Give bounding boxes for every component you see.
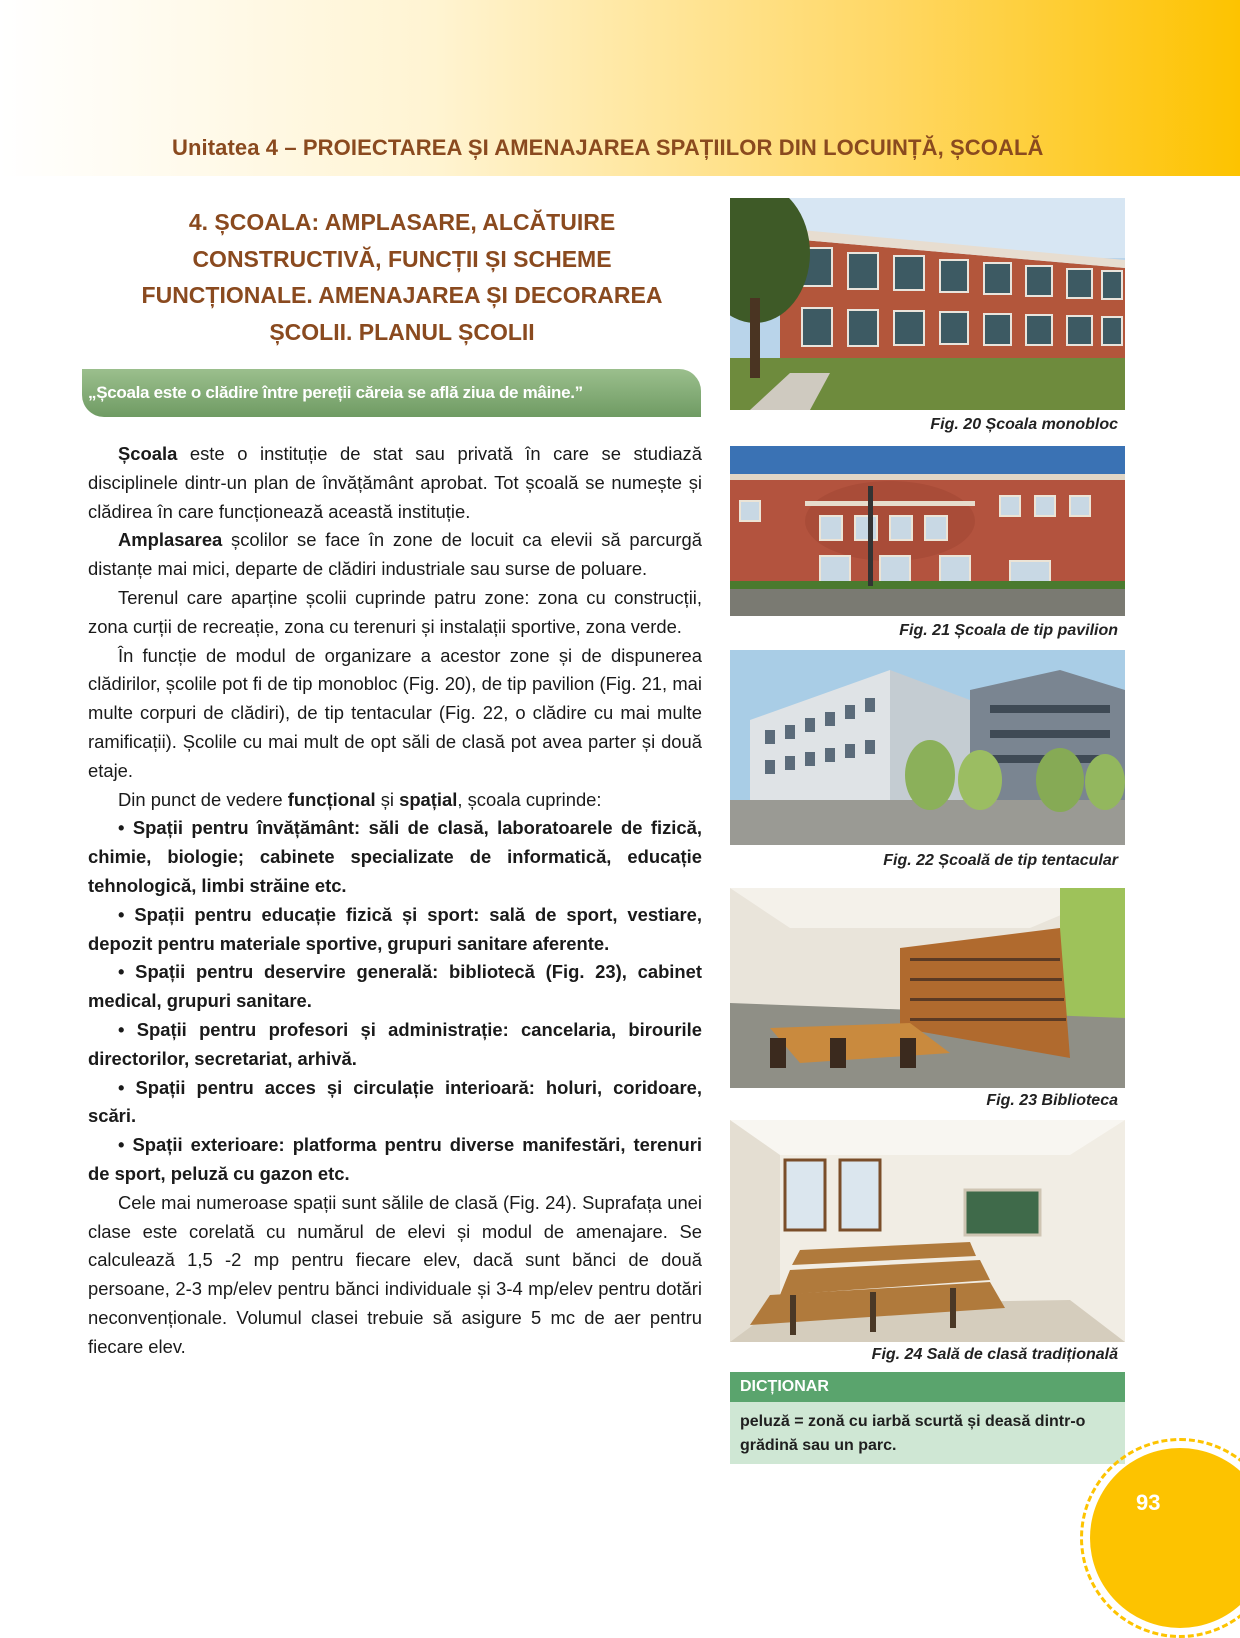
paragraph-types: În funcție de modul de organizare a acestor zone și de dispunerea clădirilor, școlile pot fi de tip monobloc (Fig. 20), de tip pavilion (Fig. 21, mai multe corpuri de clădiri), de tip tentacular (Fig. 22, o clădire cu mai multe ramificații). Școlile cu mai mult de opt săli de clasă pot avea parter și două etaje. [88, 644, 702, 781]
term-amplasarea: Amplasarea [118, 529, 223, 551]
dictionary-entry [740, 1410, 1112, 1458]
bullet-item: • Spații exterioare: platforma pentru diverse manifestări, terenuri de sport, peluză cu gazon etc. [88, 1134, 702, 1184]
paragraph-classrooms: Cele mai numeroase spații sunt sălile de clasă (Fig. 24). Suprafața unei clase este corelată cu numărul de elevi și modul de amenajare. Se calculează 1,5 -2 mp pentru fiecare elev, dacă sunt bănci de două persoane, 2-3 mp/elev pentru bănci individuale și 3-4 mp/elev pentru dotări neconvenționale. Volumul clasei trebuie să asigure 5 mc de aer pentru fiecare elev. [88, 1191, 702, 1357]
bullet-item: • Spații pentru educație fizică și sport: sală de sport, vestiare, depozit pentru materiale sportive, grupuri sanitare aferente. [88, 903, 702, 954]
term-scoala: Școala [118, 443, 178, 464]
fig21-caption: Fig. 21 Școala de tip pavilion [899, 622, 1118, 639]
dictionary-heading [730, 1372, 1125, 1402]
motto-text: „Școala este o clădire între pereții căreia se află ziua de mâine.” [88, 383, 583, 402]
body-text [88, 440, 702, 1362]
lesson-title-line: 4. ȘCOALA: AMPLASARE, ALCĂTUIRE [188, 209, 616, 235]
dictionary-term: peluză [740, 1413, 790, 1430]
dictionary-definition: = zonă cu iarbă scurtă și deasă dintr-o grădină sau un parc. [740, 1413, 1086, 1454]
lesson-title-line: FUNCȚIONALE. AMENAJAREA ȘI DECORAREA [141, 282, 663, 308]
paragraph-zones: Terenul care aparține școlii cuprinde patru zone: zona cu construcții, zona curții de recreație, zona cu terenuri și instalații sportive, zona verde. [88, 586, 702, 637]
fig21-pavilion-school-image [730, 446, 1125, 616]
unit-title: Unitatea 4 – PROIECTAREA ȘI AMENAJAREA SPAȚIILOR DIN LOCUINȚĂ, ȘCOALĂ [172, 135, 1044, 160]
bullet-item: • Spații pentru deservire generală: bibliotecă (Fig. 23), cabinet medical, grupuri sanitare. [88, 961, 702, 1012]
lesson-title-line: ȘCOLII. PLANUL ȘCOLII [269, 318, 535, 345]
bullet-item: • Spații pentru acces și circulație interioară: holuri, coridoare, scări. [88, 1076, 702, 1127]
paragraph-location: Amplasarea școlilor se face în zone de locuit ca elevii să parcurgă distanțe mai mici, departe de clădiri industriale sau surse de poluare. [88, 529, 702, 580]
fig23-caption: Fig. 23 Biblioteca [986, 1092, 1118, 1109]
fig20-caption: Fig. 20 Școala monobloc [930, 416, 1118, 433]
fig23-library-image [730, 888, 1125, 1088]
fig24-classroom-image [730, 1120, 1125, 1342]
dictionary-box [730, 1402, 1125, 1464]
lesson-title [98, 204, 706, 350]
page-number: 93 [1136, 1490, 1161, 1515]
motto-banner [82, 369, 701, 417]
paragraph-functional: Din punct de vedere funcțional și spațial, școala cuprinde: [118, 788, 602, 810]
lesson-title-line: CONSTRUCTIVĂ, FUNCȚII ȘI SCHEME [192, 245, 612, 272]
paragraph-definition: Școala este o instituție de stat sau privată în care se studiază disciplinele dintr-un plan de învățământ aprobat. Tot școală se numește și clădirea în care funcționează această instituție. [88, 443, 702, 522]
bullet-item: • Spații pentru învățământ: săli de clasă, laboratoarele de fizică, chimie, biologie; cabinete specializate de informatică, educație tehnologică, limbi străine etc. [88, 817, 702, 896]
fig24-caption: Fig. 24 Sală de clasă tradițională [871, 1346, 1118, 1363]
fig22-caption: Fig. 22 Școală de tip tentacular [883, 852, 1118, 869]
fig22-tentacular-school-image [730, 650, 1125, 845]
dictionary-heading-text: DICȚIONAR [740, 1378, 829, 1395]
bullet-item: • Spații pentru profesori și administrație: cancelaria, birourile directorilor, secretariat, arhivă. [88, 1018, 702, 1069]
fig20-monobloc-school-image [730, 198, 1125, 410]
